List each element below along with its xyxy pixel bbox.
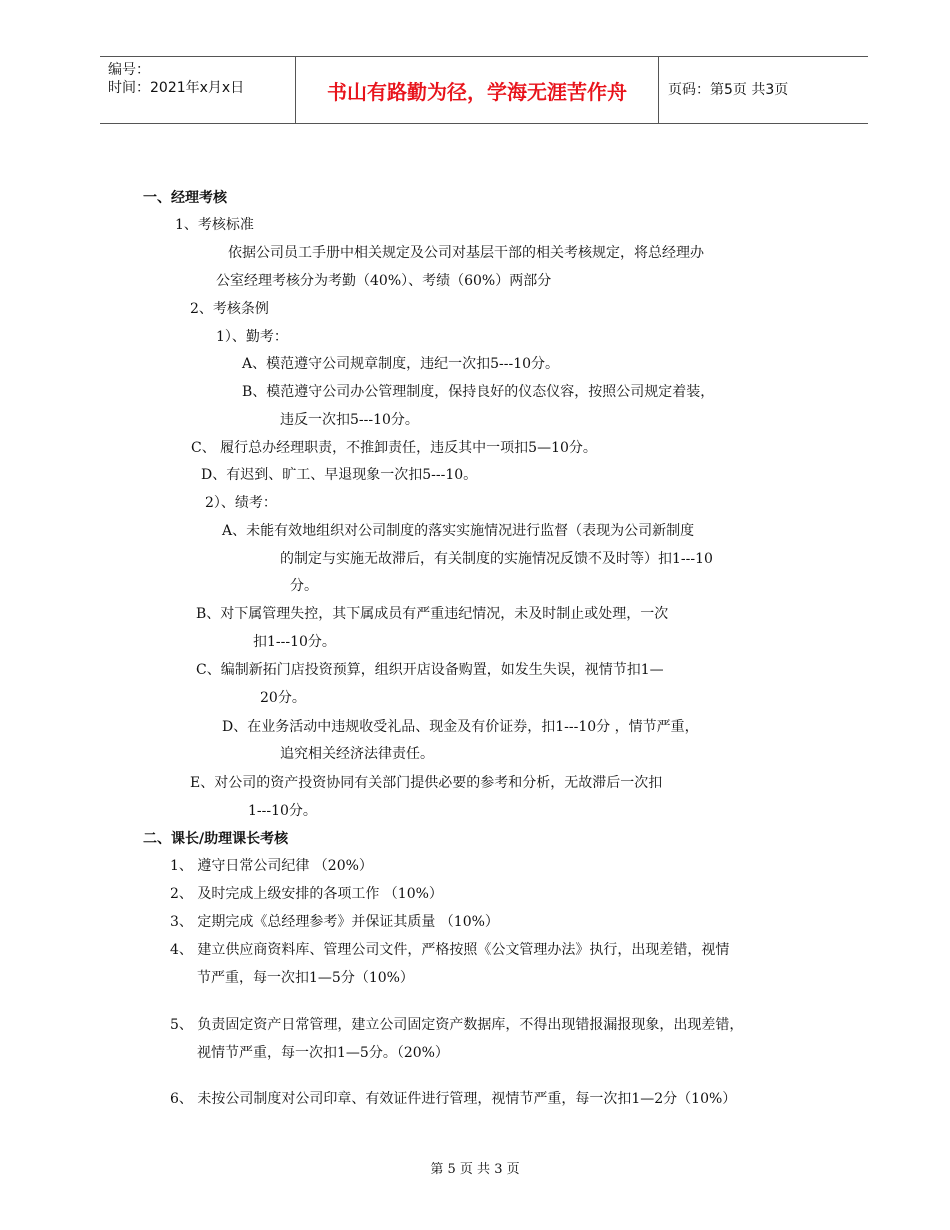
rule-item: D、在业务活动中违规收受礼品、现金及有价证券，扣1---10分 ，情节严重， (222, 719, 699, 735)
rule-item-continued: 20分。 (260, 690, 306, 706)
rule-item: C、编制新拓门店投资预算，组织开店设备购置，如发生失误，视情节扣1— (196, 662, 664, 678)
rule-item: E、对公司的资产投资协同有关部门提供必要的参考和分析，无故滞后一次扣 (190, 775, 663, 791)
rule-item-continued: 1---10分。 (248, 803, 317, 819)
list-item-continued: 视情节严重，每一次扣1—5分。（20%） (197, 1045, 449, 1061)
subheading-rules: 2、考核条例 (190, 301, 269, 317)
list-item: 6、 未按公司制度对公司印章、有效证件进行管理，视情节严重，每一次扣1—2分（10%） (170, 1091, 737, 1107)
subheading-attendance: 1）、勤考： (216, 329, 288, 345)
list-item: 3、 定期完成《总经理参考》并保证其质量 （10%） (170, 914, 499, 930)
paragraph-line: 依据公司员工手册中相关规定及公司对基层干部的相关考核规定，将总经理办 (228, 245, 704, 261)
paragraph-line: 公室经理考核分为考勤（40%）、考绩（60%）两部分 (216, 273, 552, 289)
rule-item: C、 履行总办经理职责，不推卸责任，违反其中一项扣5—10分。 (191, 440, 597, 456)
rule-item-continued: 的制定与实施无故滞后，有关制度的实施情况反馈不及时等）扣1---10 (280, 551, 713, 567)
list-item: 2、 及时完成上级安排的各项工作 （10%） (170, 886, 443, 902)
rule-item: A、模范遵守公司规章制度，违纪一次扣5---10分。 (242, 356, 560, 372)
rule-item-continued: 追究相关经济法律责任。 (280, 746, 434, 762)
subheading-performance: 2）、绩考： (205, 495, 277, 511)
subheading-standard: 1、考核标准 (175, 217, 254, 233)
section-heading-manager: 一、经理考核 (143, 190, 227, 206)
rule-item-continued: 分。 (290, 578, 318, 594)
rule-item: B、模范遵守公司办公管理制度，保持良好的仪态仪容，按照公司规定着装， (242, 384, 715, 400)
list-item: 1、 遵守日常公司纪律 （20%） (170, 858, 373, 874)
document-number-label: 编号： (108, 62, 150, 78)
rule-item: A、未能有效地组织对公司制度的落实实施情况进行监督（表现为公司新制度 (222, 523, 695, 539)
document-header (100, 56, 868, 124)
document-time-label: 时间：2021年x月x日 (108, 80, 245, 96)
header-divider (658, 57, 659, 123)
rule-item-continued: 违反一次扣5---10分。 (280, 412, 419, 428)
list-item: 4、 建立供应商资料库、管理公司文件，严格按照《公文管理办法》执行，出现差错，视情 (170, 942, 730, 958)
list-item: 5、 负责固定资产日常管理，建立公司固定资产数据库，不得出现错报漏报现象，出现差错， (170, 1017, 744, 1033)
header-meta (108, 61, 244, 97)
header-page-info: 页码：第5页 共3页 (668, 82, 789, 98)
list-item-continued: 节严重，每一次扣1—5分（10%） (197, 970, 414, 986)
rule-item: B、对下属管理失控，其下属成员有严重违纪情况，未及时制止或处理，一次 (196, 606, 669, 622)
section-heading-section-chief: 二、课长/助理课长考核 (143, 831, 289, 847)
rule-item: D、有迟到、旷工、早退现象一次扣5---10。 (201, 467, 478, 483)
rule-item-continued: 扣1---10分。 (253, 634, 336, 650)
header-motto: 书山有路勤为径，学海无涯苦作舟 (327, 79, 627, 104)
page-footer: 第 5 页 共 3 页 (430, 1162, 520, 1177)
